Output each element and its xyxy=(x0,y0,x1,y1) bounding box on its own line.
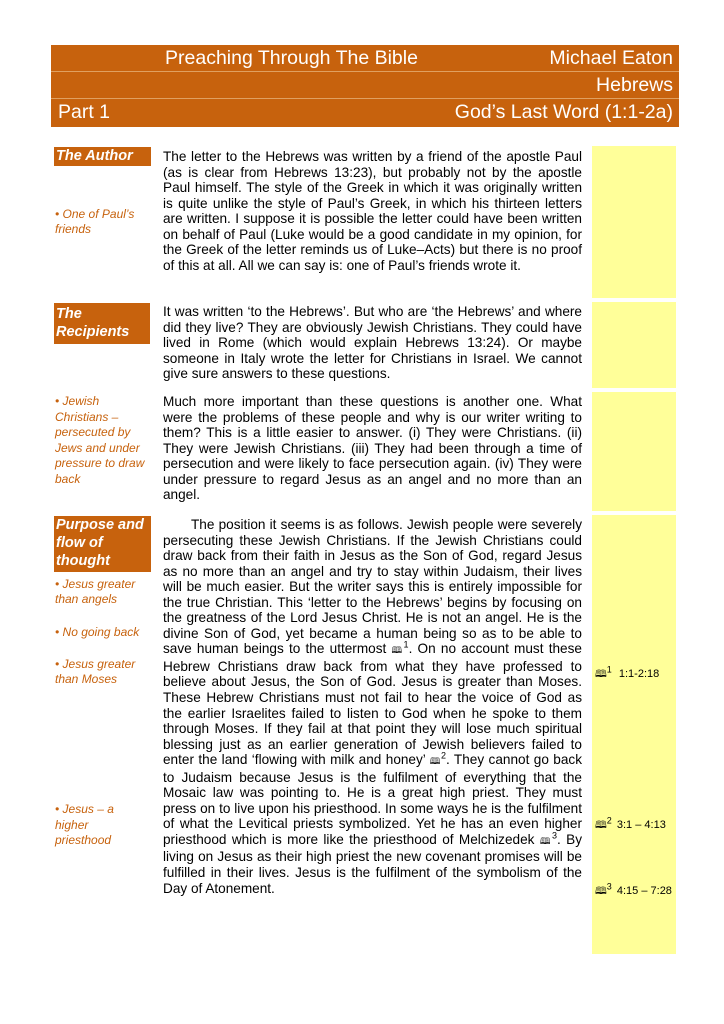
note-jesus-greater-than-moses: • Jesus greater than Moses xyxy=(55,657,136,686)
margin-reference-3: 🕮$^3$ 4:15 – 7:28 xyxy=(595,881,672,897)
book-icon: 🕮 xyxy=(595,886,607,897)
purpose-text-2: . On no account must these Hebrew Christians draw back from what they have professed to believe about Jesus, the Son of God. Jesus is greater than Moses. These Hebrew Christians must not fail to hear the voice of God as the earlier Israelites failed to listen to God when he spoke to them through Moses. If they fail at that point they will lose much spiritual blessing just as an earlier generation of Jewish believers failed to enter the land ‘flowing with milk and honey’ xyxy=(163,641,582,768)
margin-reference-1: 🕮$^1$ 1:1-2:18 xyxy=(595,664,660,680)
note-higher-priesthood: • Jesus – a higher priesthood xyxy=(55,802,114,848)
note-no-going-back: • No going back xyxy=(55,625,140,639)
book-icon: 🕮 xyxy=(391,645,404,656)
paragraph-author: The letter to the Hebrews was written by a friend of the apostle Paul (as is clear from Hebrews 13:23), but probably not by the apostle Paul himself. The style of the Greek in which it was originally written is quite unlike the style of Paul’s Greek, in which his thirteen letters are written. I suppose it is possible the letter could have been written on behalf of Paul (Luke would be a good candidate in my opinion, for the Greek of the letter reminds us of Luke–Acts) but there is no proof of this at all. All we can say is: one of Paul’s friends wrote it. xyxy=(163,149,582,273)
purpose-text-4: . By living on Jesus as their high priest the new covenant promises will be fulfilled in their lives. Jesus is the fulfilment of the symbolism of the Day of Atonement. xyxy=(163,831,583,896)
header-book: Hebrews xyxy=(596,74,673,96)
margin-column-2 xyxy=(592,302,676,388)
footnote-marker-1: 🕮$^1$ xyxy=(391,639,409,656)
paragraph-recipients: It was written ‘to the Hebrews’. But who are ‘the Hebrews’ and where did they live? They are obviously Jewish Christians. They could have lived in Rome (which would explain Hebrews 13:24). Or maybe someone in Italy wrote the letter for Christians in Israel. We cannot give sure answers to these questions. xyxy=(163,304,582,382)
author-heading: The Author xyxy=(54,147,151,166)
header-part: Part 1 xyxy=(58,101,111,123)
header-section-title: God’s Last Word (1:1-2a) xyxy=(454,101,673,123)
recipients-heading: The Recipients xyxy=(54,303,150,344)
footnote-marker-2: 🕮$^2$ xyxy=(429,750,446,767)
footnote-marker-3: 🕮$^3$ xyxy=(539,830,558,846)
margin-column-3 xyxy=(592,392,676,511)
paragraph-purpose xyxy=(163,517,582,896)
header-row-2 xyxy=(51,72,679,99)
header-author: Michael Eaton xyxy=(549,47,673,69)
paragraph-problems: Much more important than these questions is another one. What were the problems of these people and why is our writer writing to them? This is a little easier to answer. (i) They were Christians. (ii) They were Jewish Christians. (iii) They had been through a time of persecution and were likely to face persecution again. (iv) They were under pressure to regard Jesus as an angel and no more than an angel. xyxy=(163,394,582,503)
purpose-text-3: . They cannot go back to Judaism because Jesus is the fulfilment of everything that the Mosaic law was pointing to. He is a great high priest. They must press on to live upon his priesthood. In some ways he is the fulfilment of what the Levitical priests symbolized. Yet he has an even higher priesthood which is more like the priesthood of Melchizedek xyxy=(163,752,582,847)
purpose-heading: Purpose and flow of thought xyxy=(54,516,151,572)
header-title: Preaching Through The Bible xyxy=(165,47,418,69)
book-icon: 🕮 xyxy=(539,835,552,846)
book-icon: 🕮 xyxy=(595,669,607,680)
header-row-3 xyxy=(51,99,679,127)
note-jesus-greater-than-angels: • Jesus greater than angels xyxy=(55,577,136,606)
book-icon: 🕮 xyxy=(595,820,607,831)
book-icon: 🕮 xyxy=(429,756,441,767)
recipients-note: • Jewish Christians – persecuted by Jews and under pressure to draw back xyxy=(55,394,145,486)
margin-reference-2: 🕮$^2$ 3:1 – 4:13 xyxy=(595,815,666,831)
purpose-text-1: The position it seems is as follows. Jewish people were severely persecuting these Jewish Christians. If the Jewish Christians could draw back from their faith in Jesus as the Son of God, regard Jesus as no more than an angel and try to stay within Judaism, their lives will be much easier. But the writer says this is entirely impossible for the true Christian. This ‘letter to the Hebrews’ begins by focusing on the greatness of the Lord Jesus Christ. He is not an angel. He is the divine Son of God, yet became a human being so as to be able to save human beings to the uttermost xyxy=(163,517,582,657)
margin-column-1 xyxy=(592,146,676,298)
author-note: • One of Paul’s friends xyxy=(55,207,135,236)
header-row-1 xyxy=(51,45,679,72)
